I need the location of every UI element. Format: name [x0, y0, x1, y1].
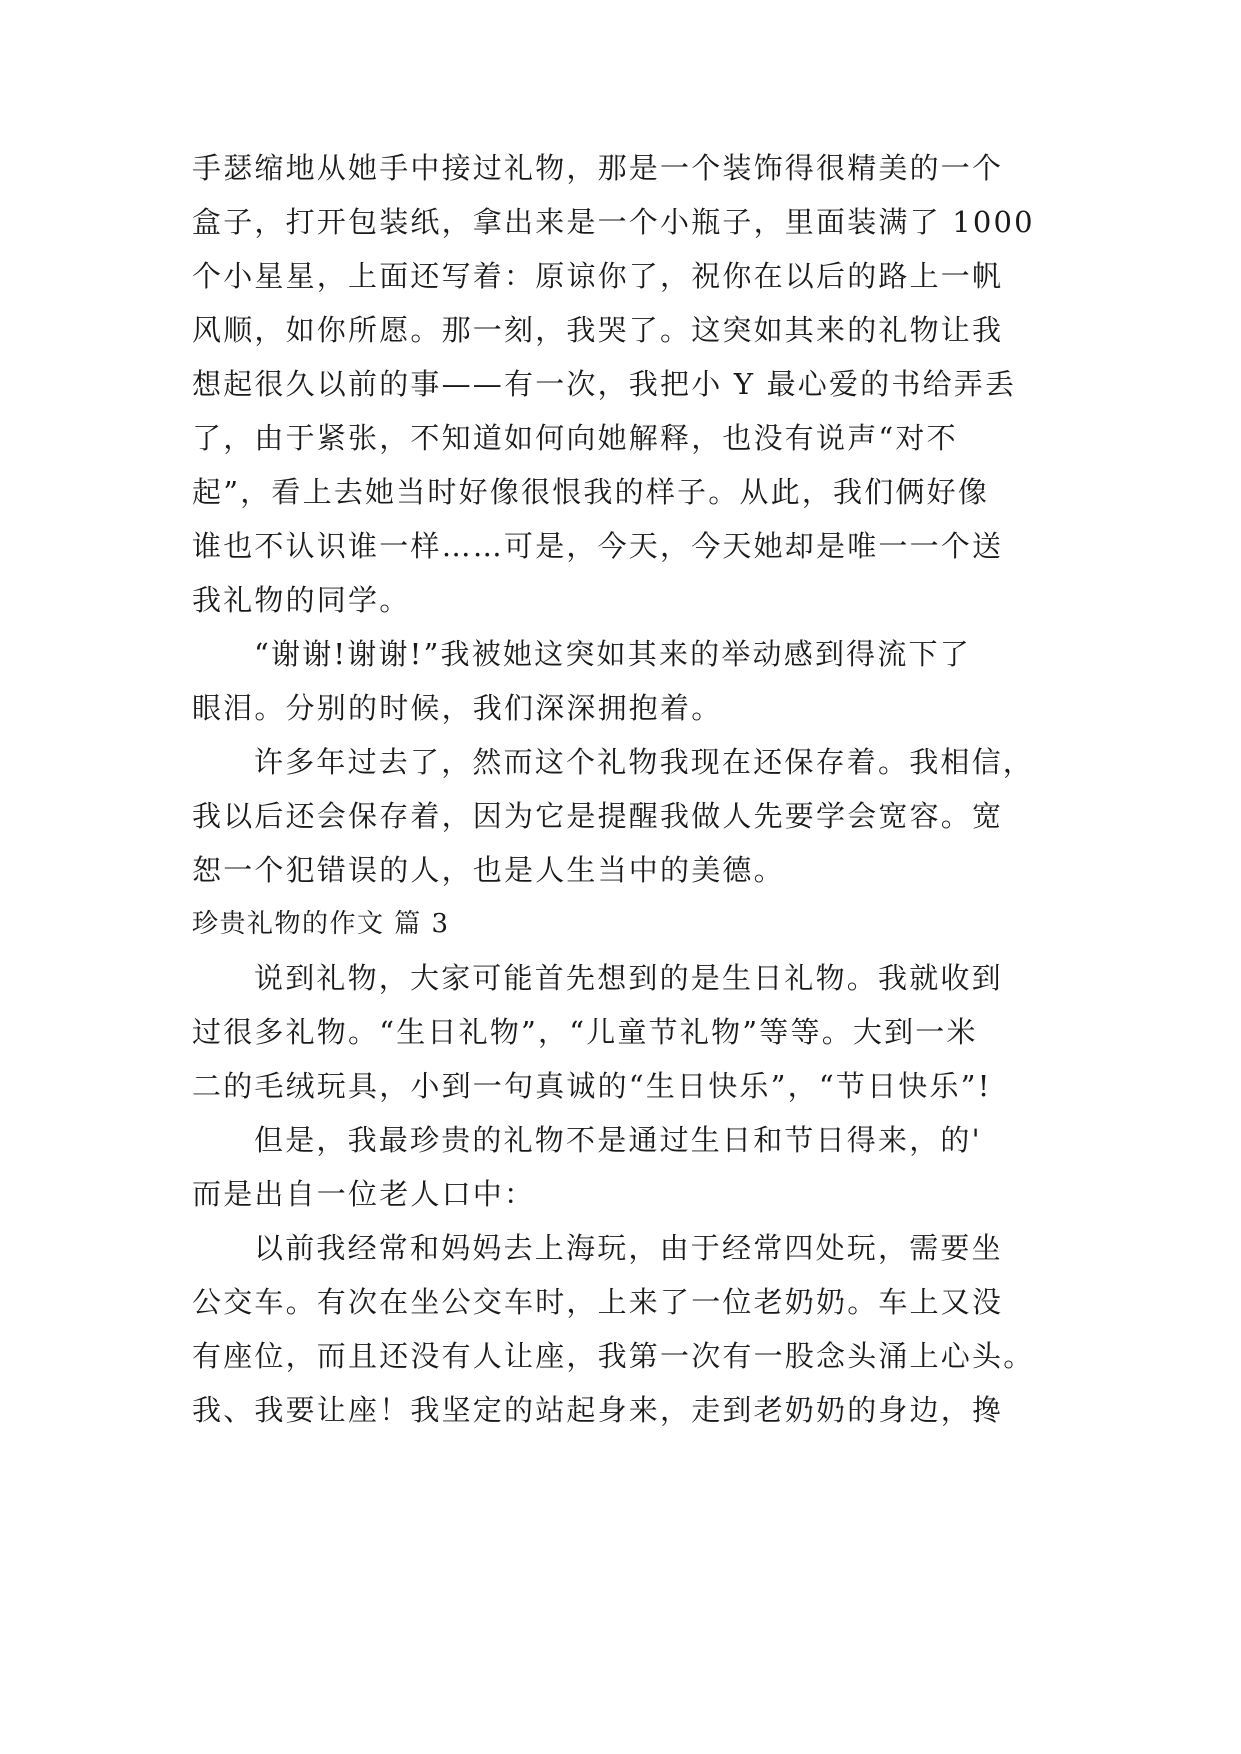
text-line: 我以后还会保存着，因为它是提醒我做人先要学会宽容。宽	[192, 799, 1004, 833]
paragraph-first-line: 说到礼物，大家可能首先想到的是生日礼物。我就收到	[254, 961, 1003, 995]
text-line: 而是出自一位老人口中：	[192, 1177, 536, 1211]
text-line: 个小星星，上面还写着：原谅你了，祝你在以后的路上一帆	[192, 259, 1004, 293]
text-line: 想起很久以前的事——有一次，我把小 Y 最心爱的书给弄丢	[192, 367, 1017, 401]
text-line: 我礼物的同学。	[192, 583, 411, 617]
text-line: 盒子，打开包装纸，拿出来是一个小瓶子，里面装满了 1000	[192, 205, 1035, 239]
paragraph-first-line: “谢谢!谢谢!”我被她这突如其来的举动感到得流下了	[254, 637, 971, 671]
text-line: 谁也不认识谁一样……可是，今天，今天她却是唯一一个送	[192, 529, 1004, 563]
text-line: 起”，看上去她当时好像很恨我的样子。从此，我们俩好像	[192, 475, 990, 509]
text-line: 眼泪。分别的时候，我们深深拥抱着。	[192, 691, 723, 725]
paragraph-first-line: 但是，我最珍贵的礼物不是通过生日和节日得来，的'	[254, 1123, 982, 1157]
text-line: 了，由于紧张，不知道如何向她解释，也没有说声“对不	[192, 421, 958, 455]
text-line: 我、我要让座！我坚定的站起身来，走到老奶奶的身边，搀	[192, 1393, 1004, 1427]
section-heading: 珍贵礼物的作文 篇 3	[192, 909, 450, 939]
paragraph-first-line: 以前我经常和妈妈去上海玩，由于经常四处玩，需要坐	[254, 1231, 1003, 1265]
text-line: 手瑟缩地从她手中接过礼物，那是一个装饰得很精美的一个	[192, 151, 1004, 185]
text-line: 恕一个犯错误的人，也是人生当中的美德。	[192, 853, 785, 887]
text-line: 二的毛绒玩具，小到一句真诚的“生日快乐”，“节日快乐”!	[192, 1069, 992, 1103]
text-line: 公交车。有次在坐公交车时，上来了一位老奶奶。车上又没	[192, 1285, 1004, 1319]
text-line: 有座位，而且还没有人让座，我第一次有一股念头涌上心头。	[192, 1339, 1035, 1373]
text-line: 过很多礼物。“生日礼物”，“儿童节礼物”等等。大到一米	[192, 1015, 978, 1049]
paragraph-first-line: 许多年过去了，然而这个礼物我现在还保存着。我相信，	[254, 745, 1035, 779]
text-line: 风顺，如你所愿。那一刻，我哭了。这突如其来的礼物让我	[192, 313, 1004, 347]
